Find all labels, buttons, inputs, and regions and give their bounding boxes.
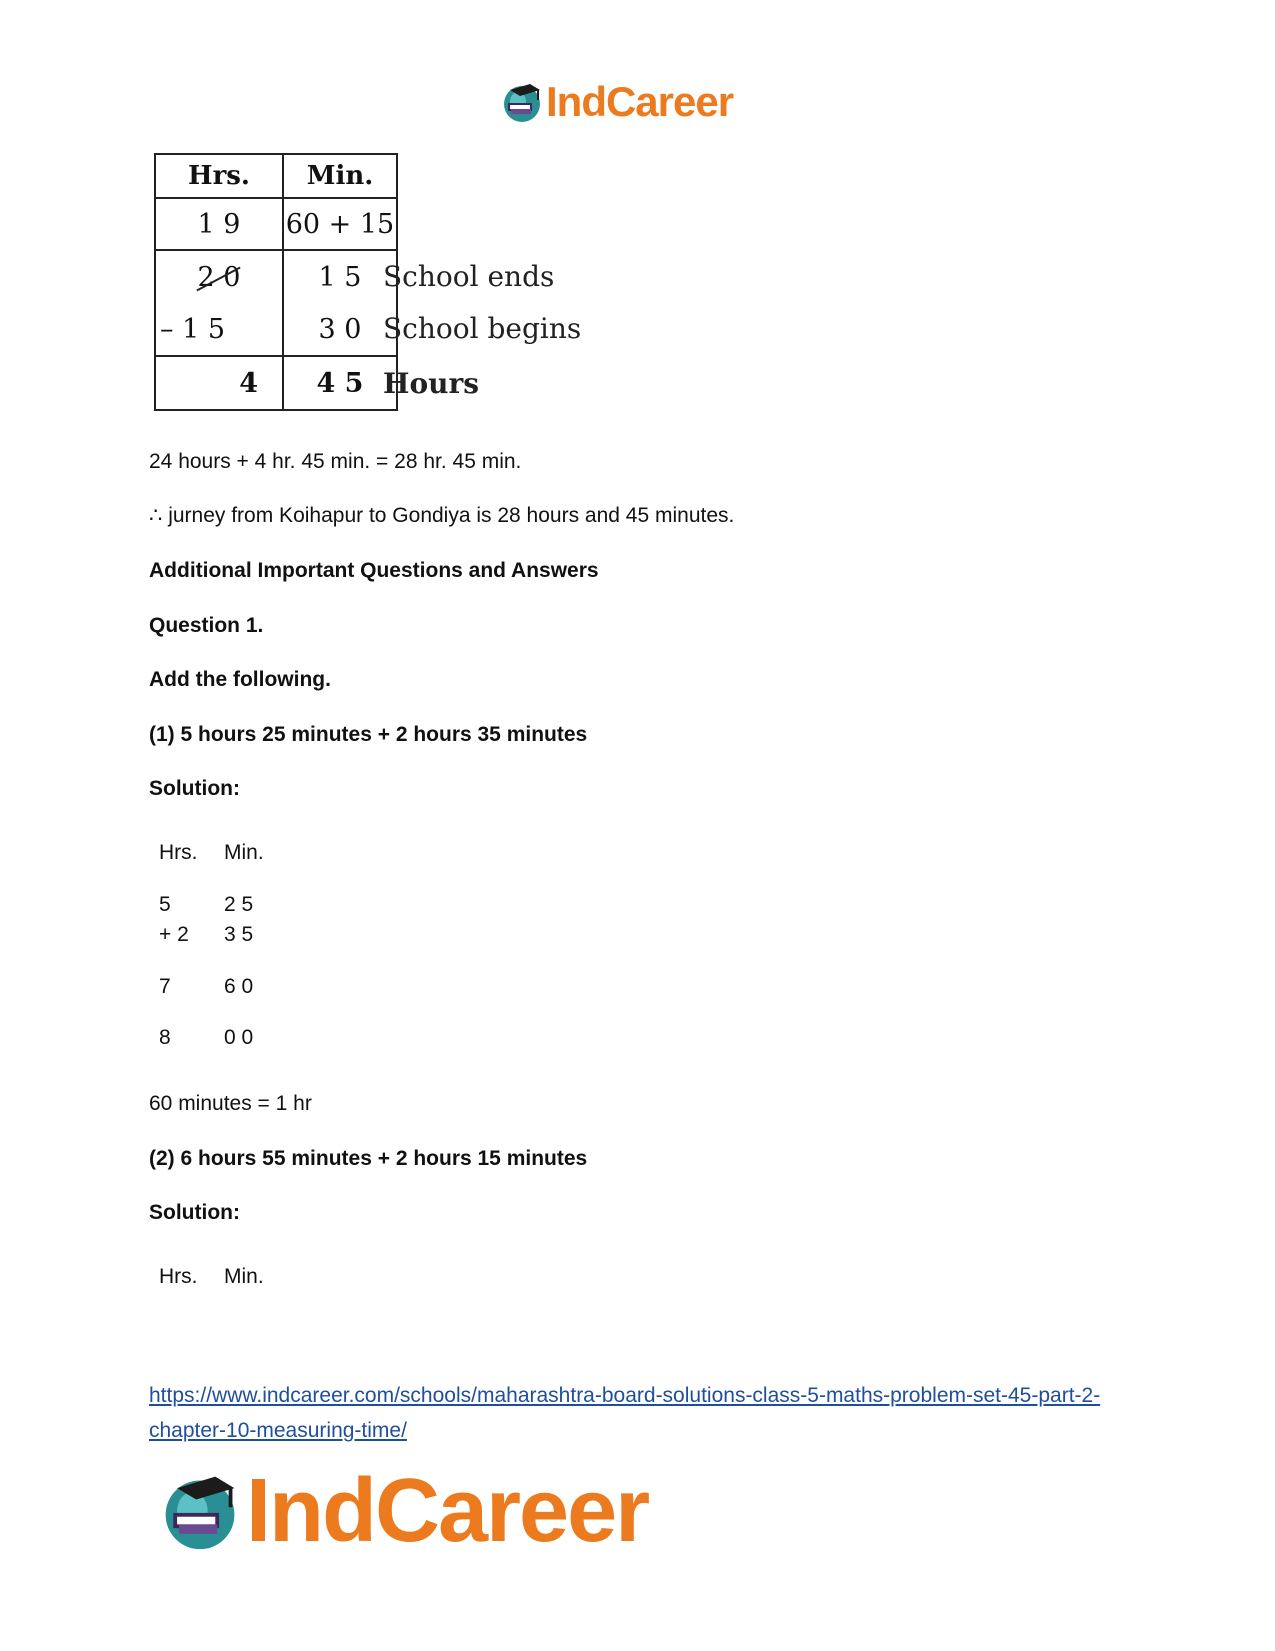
work1-min: 2 5 — [224, 893, 254, 916]
work1-hrs: 8 — [159, 1026, 171, 1049]
indcareer-logo-top — [500, 78, 733, 126]
section-title: Additional Important Questions and Answers — [149, 559, 599, 582]
solution2-label: Solution: — [149, 1201, 240, 1224]
work1-hrs: 5 — [159, 893, 171, 916]
globe-graduation-cap-icon — [500, 80, 544, 124]
conclusion-line: ∴ jurney from Koihapur to Gondiya is 28 hours and 45 minutes. — [149, 504, 735, 527]
table-cell-total: 4 — [155, 356, 283, 410]
work2-hrs-header: Hrs. — [159, 1265, 198, 1288]
question-heading: Question 1. — [149, 614, 264, 637]
table-cell-struck — [155, 250, 283, 303]
table-note: School ends — [383, 260, 555, 293]
table-header-hrs: Hrs. — [155, 154, 283, 198]
globe-graduation-cap-icon — [158, 1469, 242, 1553]
note1: 60 minutes = 1 hr — [149, 1092, 312, 1115]
work1-hrs: 7 — [159, 975, 171, 998]
table-header-min: Min. — [283, 154, 397, 198]
table-cell: 1 5 — [283, 250, 397, 303]
table-cell: 60 + 15 — [283, 198, 397, 250]
calc-line: 24 hours + 4 hr. 45 min. = 28 hr. 45 min. — [149, 450, 522, 473]
work1-min: 6 0 — [224, 975, 254, 998]
table-cell: 3 0 — [283, 303, 397, 356]
struck-value: 2 0 — [197, 261, 241, 293]
logo-wordmark: IndCareer — [546, 78, 734, 125]
work1-hrs-header: Hrs. — [159, 841, 198, 864]
work1-hrs: + 2 — [159, 923, 189, 946]
part1-heading: (1) 5 hours 25 minutes + 2 hours 35 minutes — [149, 723, 588, 746]
work1-min: 0 0 — [224, 1026, 254, 1049]
table-cell: – 1 5 — [155, 303, 283, 356]
time-subtraction-table — [154, 153, 398, 411]
logo-wordmark: IndCareer — [246, 1460, 649, 1561]
indcareer-logo-bottom — [158, 1460, 649, 1561]
instruction: Add the following. — [149, 668, 331, 691]
table-cell: 1 9 — [155, 198, 283, 250]
work1-min: 3 5 — [224, 923, 254, 946]
work1-min-header: Min. — [224, 841, 264, 864]
table-cell-total: 4 5 — [283, 356, 397, 410]
work2-min-header: Min. — [224, 1265, 264, 1288]
solution1-label: Solution: — [149, 777, 240, 800]
footer-link[interactable]: https://www.indcareer.com/schools/maharashtra-board-solutions-class-5-maths-problem-set-45-part-2-chapter-10-measuring-time/ — [149, 1384, 1101, 1442]
part2-heading: (2) 6 hours 55 minutes + 2 hours 15 minutes — [149, 1147, 588, 1170]
table-note: Hours — [383, 367, 480, 400]
table-note: School begins — [383, 312, 582, 345]
